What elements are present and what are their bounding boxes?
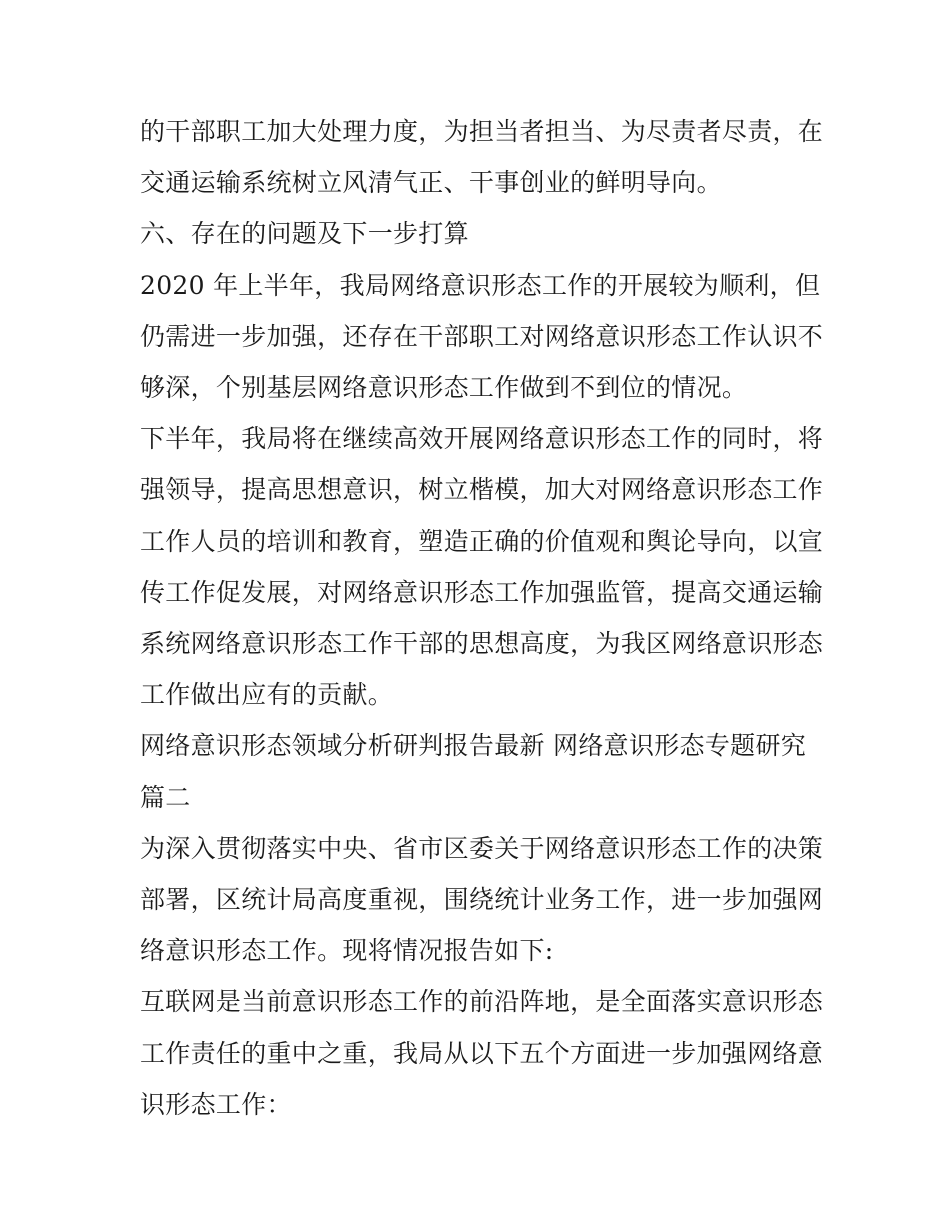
text-line: 系统网络意识形态工作干部的思想高度，为我区网络意识形态 xyxy=(140,629,824,659)
text-line: 下半年，我局将在继续高效开展网络意识形态工作的同时，将 xyxy=(140,424,824,454)
text-line: 识形态工作： xyxy=(140,1089,292,1119)
text-line: 仍需进一步加强，还存在干部职工对网络意识形态工作认识不 xyxy=(140,321,824,351)
paragraph-1 xyxy=(140,106,824,208)
text-line: 传工作促发展，对网络意识形态工作加强监管，提高交通运输 xyxy=(140,577,824,607)
paragraph-3 xyxy=(140,260,824,414)
text-line: 互联网是当前意识形态工作的前沿阵地，是全面落实意识形态 xyxy=(140,987,824,1017)
text-line: 交通运输系统树立风清气正、干事创业的鲜明导向。 xyxy=(140,168,722,198)
document-body xyxy=(140,106,824,1130)
paragraph-4 xyxy=(140,413,824,720)
text-line: 2020 年上半年，我局网络意识形态工作的开展较为顺利，但 xyxy=(140,270,821,300)
text-line: 工作做出应有的贡献。 xyxy=(140,680,394,710)
text-line: 部署，区统计局高度重视，围绕统计业务工作，进一步加强网 xyxy=(140,885,824,915)
text-line: 络意识形态工作。现将情况报告如下: xyxy=(140,936,554,966)
article-title xyxy=(140,720,820,822)
text-line: 工作人员的培训和教育，塑造正确的价值观和舆论导向，以宣 xyxy=(140,526,824,556)
text-line: 六、存在的问题及下一步打算 xyxy=(140,219,469,249)
text-line: 够深，个别基层网络意识形态工作做到不到位的情况。 xyxy=(140,373,748,403)
text-line: 网络意识形态领域分析研判报告最新 网络意识形态专题研究 xyxy=(140,731,807,761)
text-line: 为深入贯彻落实中央、省市区委关于网络意识形态工作的决策 xyxy=(140,833,824,863)
section-heading xyxy=(140,208,820,259)
text-line: 的干部职工加大处理力度，为担当者担当、为尽责者尽责，在 xyxy=(140,117,824,146)
paragraph-6 xyxy=(140,823,824,977)
text-line: 强领导，提高思想意识，树立楷模，加大对网络意识形态工作 xyxy=(140,475,824,505)
text-line: 工作责任的重中之重，我局从以下五个方面进一步加强网络意 xyxy=(140,1038,824,1068)
paragraph-7 xyxy=(140,976,824,1130)
text-line: 篇二 xyxy=(140,782,191,812)
